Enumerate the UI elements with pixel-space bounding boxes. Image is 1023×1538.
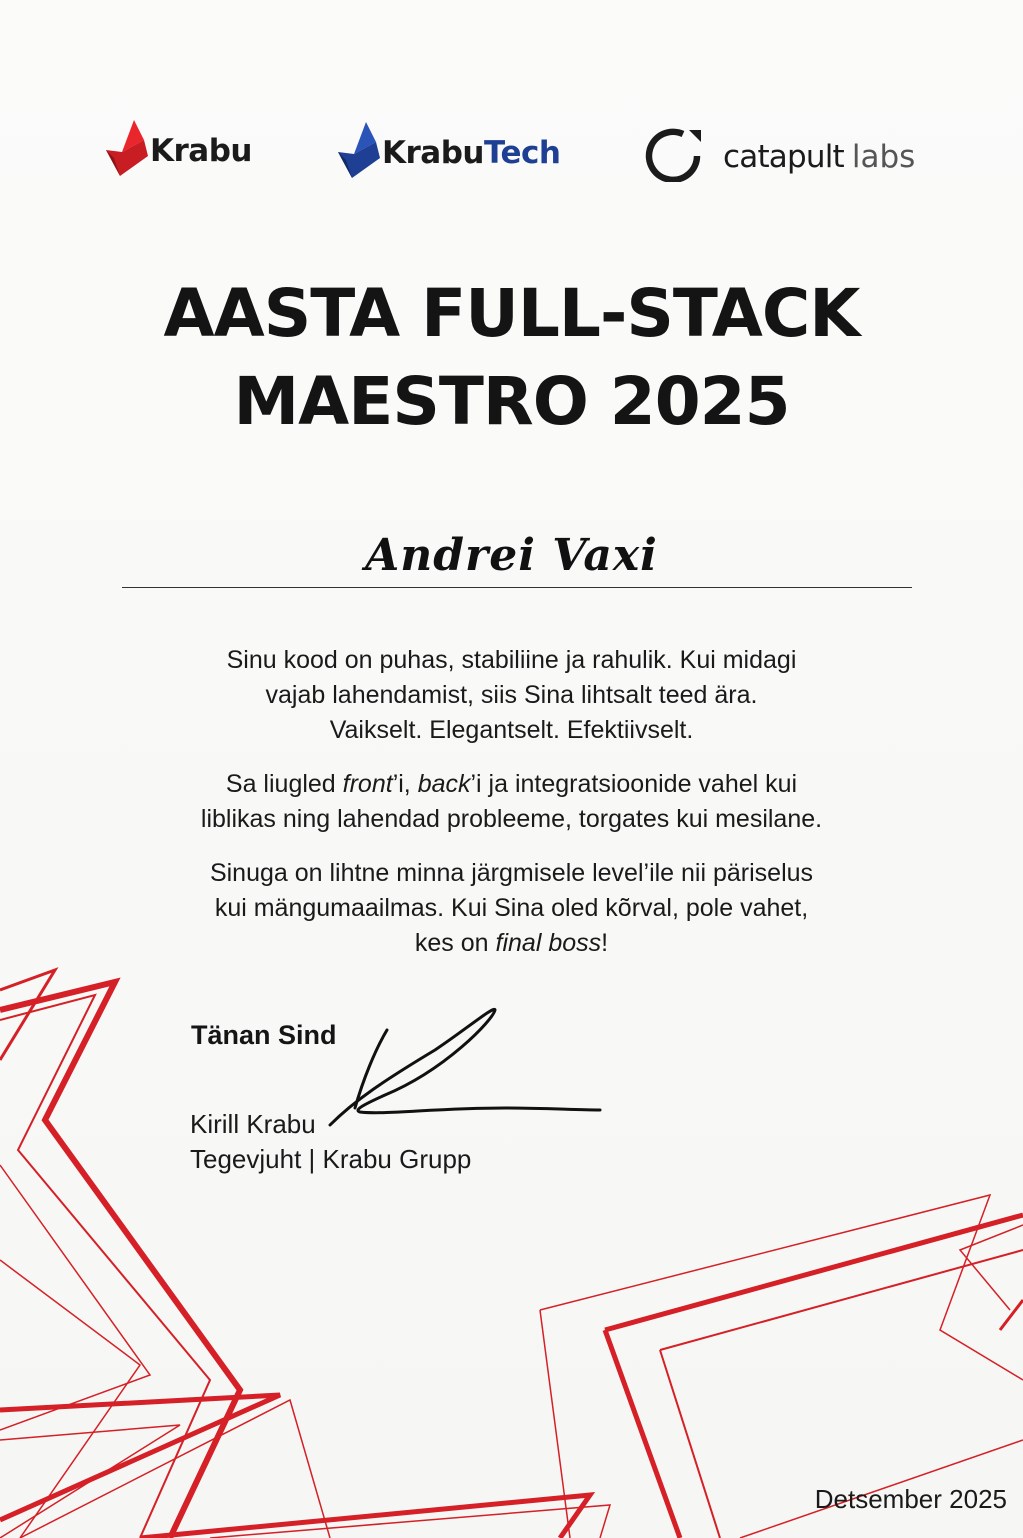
- krabutech-logo-text-b: Tech: [484, 134, 561, 171]
- catapult-labs-logo: [645, 126, 915, 187]
- body-line: [150, 767, 873, 802]
- body-paragraph-3: [150, 856, 873, 961]
- certificate-title: [0, 270, 1023, 446]
- signer-name: Kirill Krabu: [190, 1109, 316, 1139]
- italic-final-boss: final boss: [495, 929, 602, 957]
- text-fragment: Sa liugled: [225, 770, 343, 798]
- text-fragment: kes on: [414, 929, 496, 957]
- krabu-logo: [104, 118, 252, 183]
- thanks-label: Tänan Sind: [191, 1020, 337, 1050]
- krabutech-logo: [336, 120, 561, 185]
- body-line: [150, 926, 873, 961]
- krabutech-logo-text-a: Krabu: [382, 134, 484, 171]
- logo-bar: [0, 112, 1023, 192]
- body-line: kui mängumaailmas. Kui Sina oled kõrval, pole vahet,: [214, 894, 809, 922]
- catapult-logo-name: catapult: [723, 138, 844, 175]
- recipient-underline: [122, 587, 912, 588]
- krabu-logo-text: Krabu: [150, 132, 252, 169]
- red-krabu-mark-icon: [104, 118, 150, 183]
- text-fragment: ’i ja integratsioonide vahel kui: [470, 770, 798, 798]
- body-paragraph-1: [150, 643, 873, 748]
- body-line: Vaikselt. Elegantselt. Efektiivselt.: [329, 716, 694, 744]
- body-line: Sinuga on lihtne minna järgmisele level’ile nii päriselus: [209, 859, 814, 887]
- body-line: vajab lahendamist, siis Sina lihtsalt teed ära.: [265, 681, 758, 709]
- signer-role: Tegevjuht | Krabu Grupp: [190, 1144, 472, 1174]
- catapult-ring-icon: [645, 126, 701, 187]
- catapult-logo-sub: labs: [851, 138, 916, 175]
- certificate-date: Detsember 2025: [814, 1484, 1007, 1514]
- body-line: liblikas ning lahendad probleeme, torgates kui mesilane.: [200, 805, 823, 833]
- recipient-name: Andrei Vaxi: [365, 530, 658, 581]
- body-paragraph-2: [150, 767, 873, 837]
- italic-front: front: [342, 770, 393, 798]
- text-fragment: ’i,: [392, 770, 418, 798]
- italic-back: back: [417, 770, 471, 798]
- blue-krabu-mark-icon: [336, 120, 382, 185]
- body-line: Sinu kood on puhas, stabiliine ja rahulik. Kui midagi: [226, 646, 797, 674]
- text-fragment: !: [601, 929, 609, 957]
- title-line-1: AASTA FULL-STACK: [163, 275, 860, 352]
- signer-block: [190, 1107, 471, 1177]
- title-line-2: MAESTRO 2025: [233, 363, 790, 440]
